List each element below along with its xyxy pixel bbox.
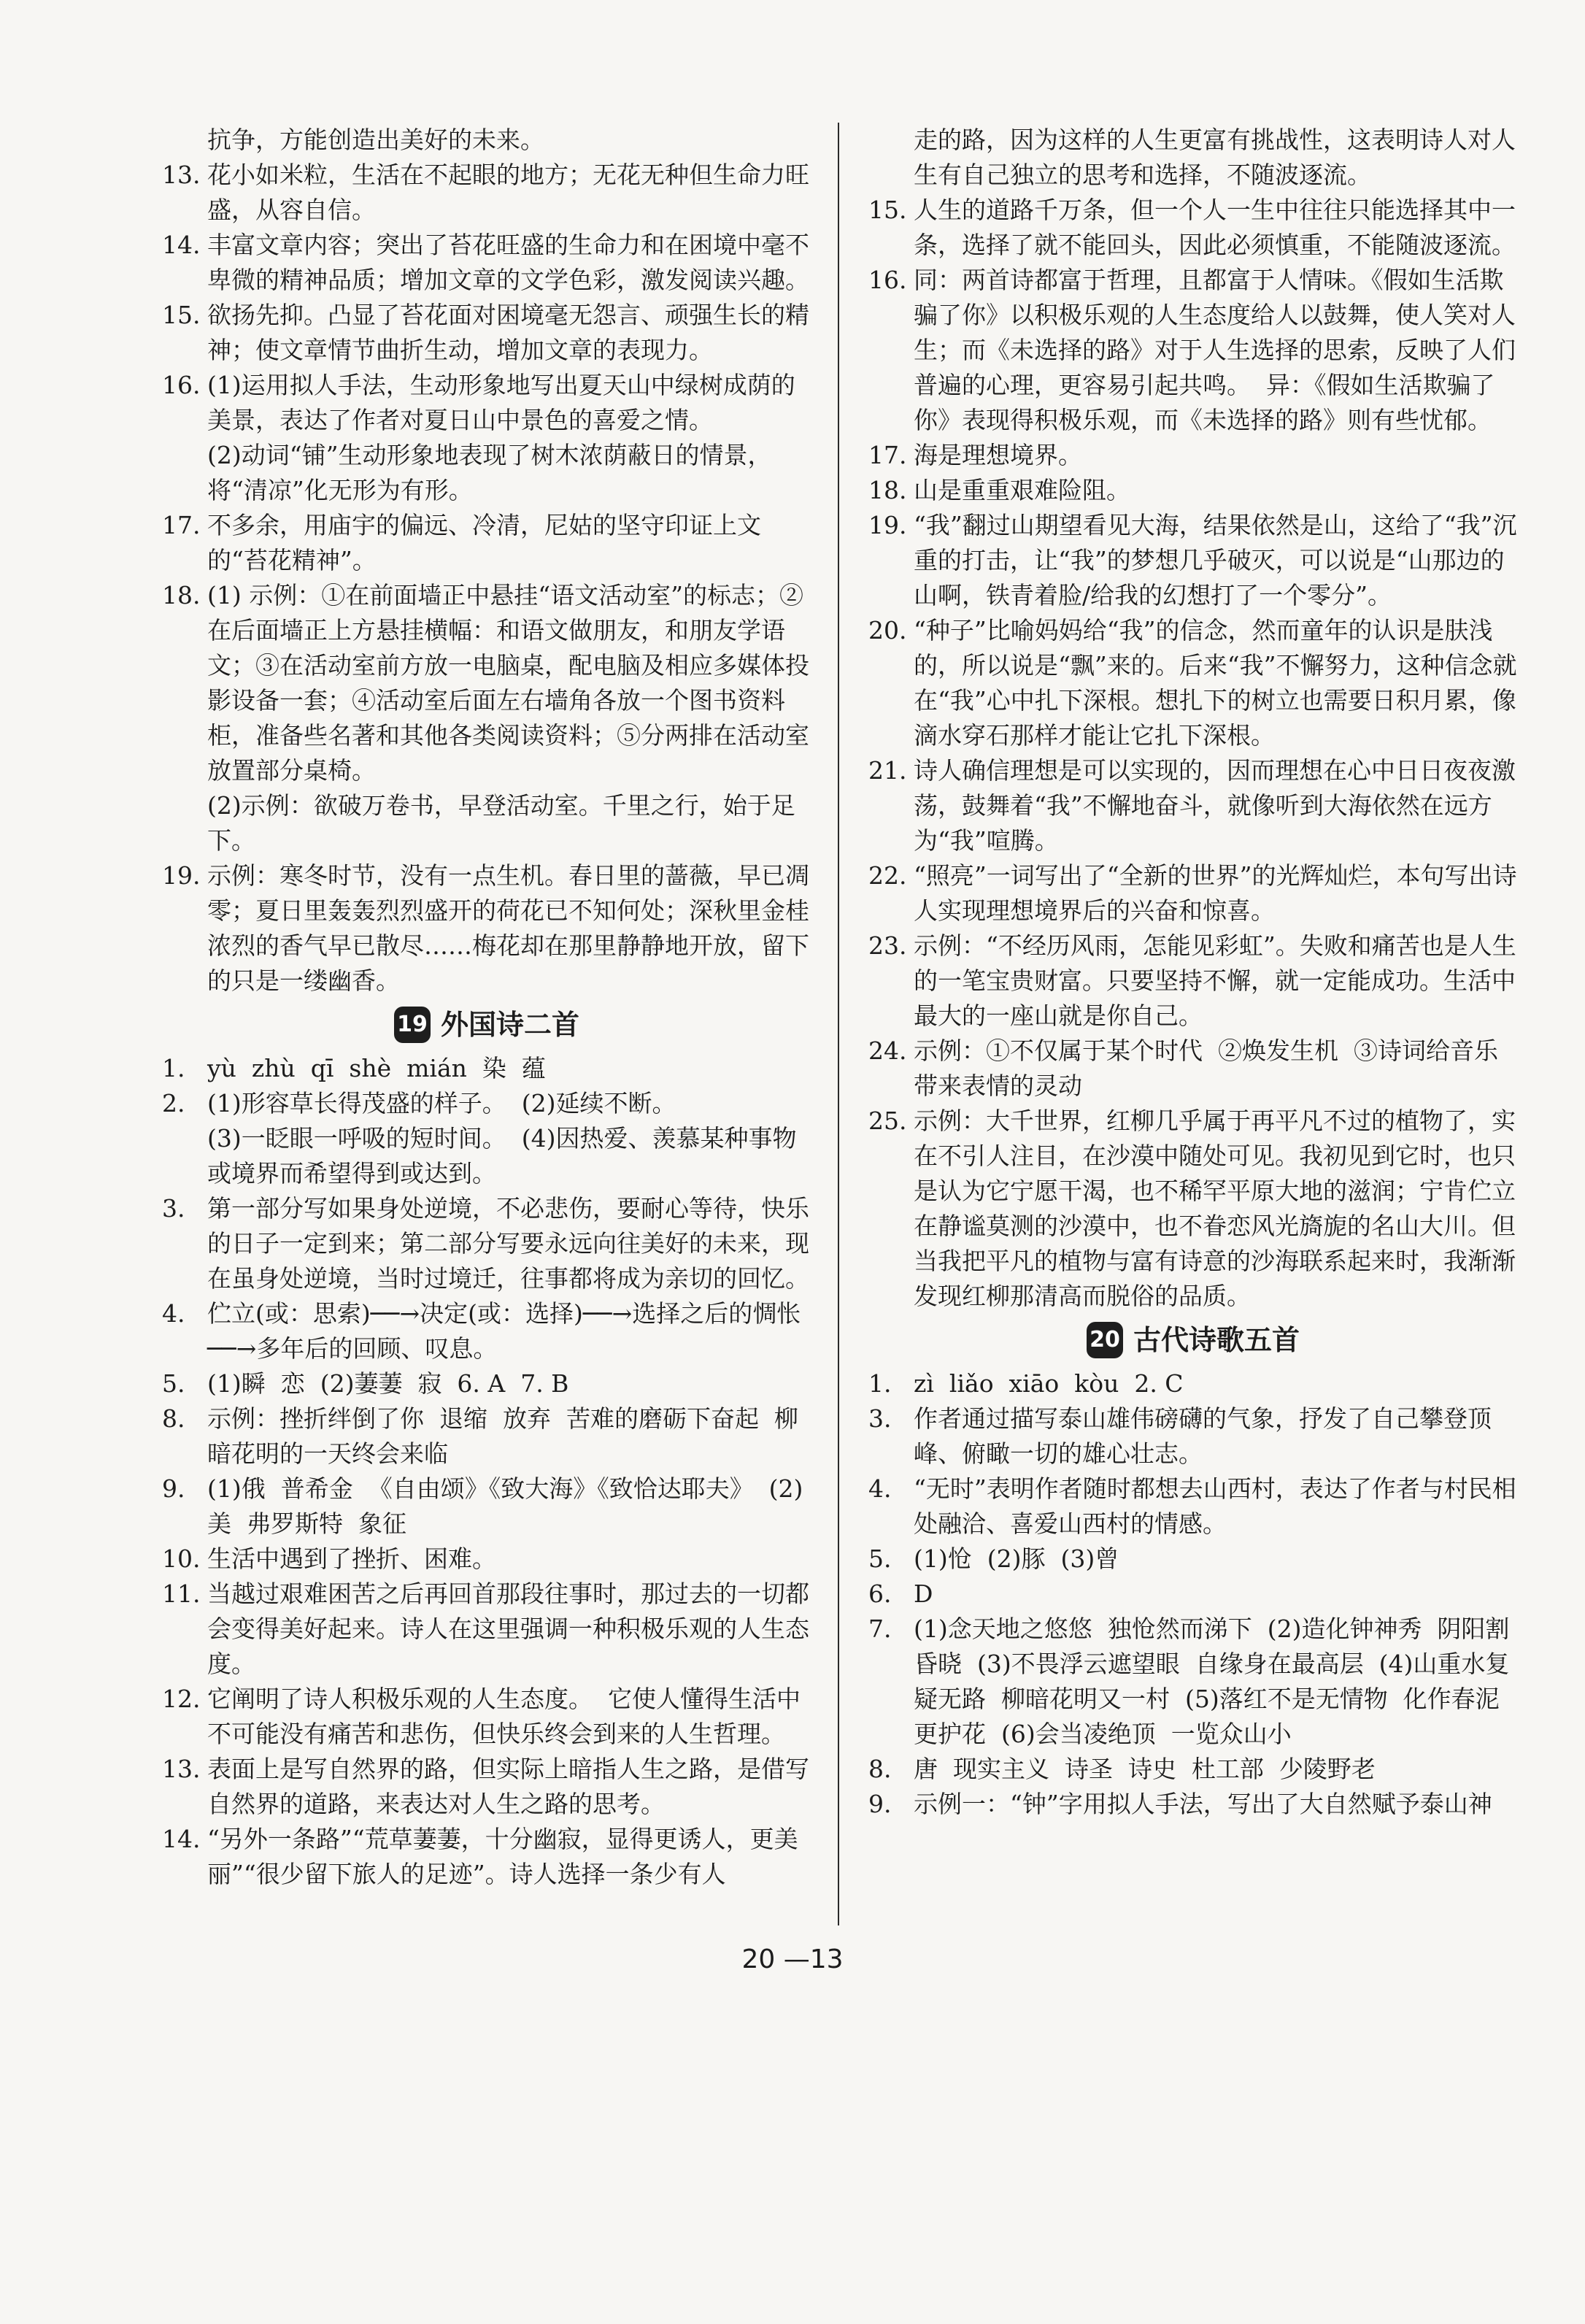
section-title: 外国诗二首 [440, 1009, 579, 1041]
answer-text: 表面上是写自然界的路，但实际上暗指人生之路，是借写自然界的道路，来表达对人生之路的思考。 [207, 1755, 809, 1818]
answer-text: 山是重重艰难险阻。 [914, 476, 1130, 504]
section-heading-20 [868, 1317, 1518, 1363]
answer-item [162, 578, 811, 788]
answer-number: 9. [868, 1790, 892, 1818]
answer-item [162, 1296, 811, 1366]
section-number-badge: 19 [394, 1007, 431, 1043]
answer-item [868, 473, 1518, 508]
answer-item [162, 158, 811, 228]
answer-number: 2. [162, 1089, 185, 1117]
answer-item [162, 1542, 811, 1577]
answer-text: (1)运用拟人手法，生动形象地写出夏天山中绿树成荫的美景，表达了作者对夏日山中景色的喜爱之情。 [207, 371, 795, 434]
answer-item [868, 508, 1518, 613]
left-answers-d [162, 1051, 811, 1892]
left-lead-text: 抗争，方能创造出美好的未来。 [207, 126, 544, 154]
answer-number: 1. [868, 1369, 892, 1398]
answer-number: 5. [868, 1544, 892, 1573]
answer-item [868, 438, 1518, 473]
answer-item [868, 263, 1518, 438]
answer-number: 21. [868, 756, 907, 785]
item18-part2: (2)示例：欲破万卷书，早登活动室。千里之行，始于足下。 [207, 791, 795, 855]
answer-text: 生活中遇到了挫折、困难。 [207, 1544, 496, 1573]
answer-number: 19. [162, 861, 201, 890]
answer-text: (1)念天地之悠悠 独怆然而涕下 (2)造化钟神秀 阴阳割昏晓 (3)不畏浮云遮望眼 自缘身在最高层 (4)山重水复疑无路 柳暗花明又一村 (5)落红不是无情物 化作春泥更护花 (6)会当凌绝顶 一览众山小 [914, 1615, 1510, 1748]
answer-number: 4. [162, 1299, 185, 1328]
answer-text: 示例：①不仅属于某个时代 ②焕发生机 ③诗词给音乐带来表情的灵动 [914, 1036, 1498, 1100]
answer-number: 20. [868, 616, 907, 645]
answer-number: 16. [162, 371, 201, 399]
left-answers-c [162, 858, 811, 999]
answer-number: 7. [868, 1615, 892, 1643]
answer-item [162, 1822, 811, 1892]
answer-text: 示例：“不经历风雨，怎能见彩虹”。失败和痛苦也是人生的一笔宝贵财富。只要坚持不懈，就一定能成功。生活中最大的一座山就是你自己。 [914, 931, 1516, 1030]
answer-number: 1. [162, 1054, 185, 1082]
answer-text: 海是理想境界。 [914, 441, 1082, 469]
answer-number: 6. [868, 1580, 892, 1608]
answer-text: “无时”表明作者随时都想去山西村，表达了作者与村民相处融洽、喜爱山西村的情感。 [914, 1474, 1516, 1538]
answer-item [868, 1787, 1518, 1822]
answer-number: 18. [868, 476, 907, 504]
answer-item [868, 1366, 1518, 1401]
answer-item [162, 1577, 811, 1682]
answer-text: “种子”比喻妈妈给“我”的信念，然而童年的认识是肤浅的，所以说是“飘”来的。后来“我”不懈努力，这种信念就在“我”心中扎下深根。想扎下的树立也需要日积月累，像滴水穿石那样才能让它扎下深根。 [914, 616, 1517, 750]
answer-item [868, 193, 1518, 263]
left-answers-b [162, 508, 811, 788]
answer-number: 19. [868, 511, 907, 539]
page-number: 20 —13 [741, 1944, 844, 1974]
answer-text: 伫立(或：思索)──→决定(或：选择)──→选择之后的惆怅──→多年后的回顾、叹息。 [207, 1299, 801, 1363]
answer-item [162, 228, 811, 298]
answer-text: 丰富文章内容；突出了苔花旺盛的生命力和在困境中毫不卑微的精神品质；增加文章的文学色彩，激发阅读兴趣。 [207, 231, 809, 294]
answer-number: 13. [162, 1755, 201, 1783]
answer-text: “照亮”一词写出了“全新的世界”的光辉灿烂，本句写出诗人实现理想境界后的兴奋和惊喜。 [914, 861, 1517, 925]
answer-text: (1)瞬 恋 (2)萋萋 寂 6. A 7. B [207, 1369, 569, 1398]
answer-number: 14. [162, 231, 201, 259]
left-column [162, 123, 811, 1892]
answer-number: 8. [868, 1755, 892, 1783]
answer-item [868, 858, 1518, 928]
answer-item [868, 928, 1518, 1034]
column-divider [838, 123, 839, 1925]
answer-item [162, 1682, 811, 1752]
answer-text: 人生的道路千万条，但一个人一生中往往只能选择其中一条，选择了就不能回头，因此必须慎重，不能随波逐流。 [914, 196, 1516, 259]
answer-number: 3. [868, 1404, 892, 1433]
answer-number: 15. [162, 301, 201, 329]
answer-item [868, 1612, 1518, 1752]
item16-part2: (2)动词“铺”生动形象地表现了树木浓荫蔽日的情景，将“清凉”化无形为有形。 [207, 441, 772, 504]
right-lead-text: 走的路，因为这样的人生更富有挑战性，这表明诗人对人生有自己独立的思考和选择，不随波逐流。 [914, 126, 1516, 189]
answer-text: (1) 示例：①在前面墙正中悬挂“语文活动室”的标志；②在后面墙正上方悬挂横幅：和语文做朋友，和朋友学语文；③在活动室前方放一电脑桌，配电脑及相应多媒体投影设备一套；④活动室后面左右墙角各放一个图书资料柜，准备些名著和其他各类阅读资料；⑤分两排在活动室放置部分桌椅。 [207, 581, 809, 785]
answer-item [162, 508, 811, 578]
answer-text: 当越过艰难困苦之后再回首那段往事时，那过去的一切都会变得美好起来。诗人在这里强调一种积极乐观的人生态度。 [207, 1580, 809, 1678]
answer-text: D [914, 1580, 933, 1608]
answer-number: 17. [868, 441, 907, 469]
answer-item [162, 1471, 811, 1542]
answer-text: 示例：挫折绊倒了你 退缩 放弃 苦难的磨砺下奋起 柳暗花明的一天终会来临 [207, 1404, 798, 1468]
answer-text: 不多余，用庙宇的偏远、冷清，尼姑的坚守印证上文的“苔花精神”。 [207, 511, 761, 574]
answer-number: 15. [868, 196, 907, 224]
answer-item [868, 1401, 1518, 1471]
answer-number: 12. [162, 1685, 201, 1713]
answer-text: (1)形容草长得茂盛的样子。 (2)延续不断。 (3)一眨眼一呼吸的短时间。 (4)因热爱、羡慕某种事物或境界而希望得到或达到。 [207, 1089, 797, 1188]
section-heading-19 [162, 1001, 811, 1048]
answer-text: 唐 现实主义 诗圣 诗史 杜工部 少陵野老 [914, 1755, 1376, 1783]
answer-text: (1)怆 (2)豚 (3)曾 [914, 1544, 1119, 1573]
section-title: 古代诗歌五首 [1133, 1324, 1300, 1356]
answer-text: 花小如米粒，生活在不起眼的地方；无花无种但生命力旺盛，从容自信。 [207, 161, 809, 224]
answer-item [868, 1577, 1518, 1612]
answer-number: 13. [162, 161, 201, 189]
answer-text: 它阐明了诗人积极乐观的人生态度。 它使人懂得生活中不可能没有痛苦和悲伤，但快乐终会到来的人生哲理。 [207, 1685, 801, 1748]
answer-item [868, 1542, 1518, 1577]
answer-text: 第一部分写如果身处逆境，不必悲伤，要耐心等待，快乐的日子一定到来；第二部分写要永远向往美好的未来，现在虽身处逆境，当时过境迁，往事都将成为亲切的回忆。 [207, 1194, 809, 1293]
answer-item [162, 1086, 811, 1191]
answer-text: 示例：寒冬时节，没有一点生机。春日里的蔷薇，早已凋零；夏日里轰轰烈烈盛开的荷花已不知何处；深秋里金桂浓烈的香气早已散尽……梅花却在那里静静地开放，留下的只是一缕幽香。 [207, 861, 809, 995]
answer-number: 4. [868, 1474, 892, 1503]
answer-text: 示例一：“钟”字用拟人手法，写出了大自然赋予泰山神 [914, 1790, 1492, 1818]
answer-item [162, 298, 811, 368]
answer-number: 25. [868, 1107, 907, 1135]
answer-number: 5. [162, 1369, 185, 1398]
answer-number: 22. [868, 861, 907, 890]
answer-item [868, 1471, 1518, 1542]
answer-number: 11. [162, 1580, 201, 1608]
answer-number: 8. [162, 1404, 185, 1433]
answer-number: 10. [162, 1544, 201, 1573]
answer-number: 23. [868, 931, 907, 960]
answer-number: 14. [162, 1825, 201, 1853]
answer-text: 欲扬先抑。凸显了苔花面对困境毫无怨言、顽强生长的精神；使文章情节曲折生动，增加文章的表现力。 [207, 301, 809, 364]
answer-item [868, 1752, 1518, 1787]
answer-item [868, 1104, 1518, 1314]
answer-text: 诗人确信理想是可以实现的，因而理想在心中日日夜夜激荡，鼓舞着“我”不懈地奋斗，就像听到大海依然在远方为“我”喧腾。 [914, 756, 1516, 855]
answer-item [162, 1191, 811, 1296]
right-answers-a [868, 193, 1518, 1314]
answer-text: 作者通过描写泰山雄伟磅礴的气象，抒发了自己攀登顶峰、俯瞰一切的雄心壮志。 [914, 1404, 1492, 1468]
answer-item [162, 368, 811, 438]
answer-text: 同：两首诗都富于哲理，且都富于人情味。《假如生活欺骗了你》以积极乐观的人生态度给人以鼓舞，使人笑对人生；而《未选择的路》对于人生选择的思索，反映了人们普遍的心理，更容易引起共鸣。 异：《假如生活欺骗了你》表现得积极乐观，而《未选择的路》则有些忧郁。 [914, 266, 1516, 434]
answer-number: 9. [162, 1474, 185, 1503]
answer-item [162, 1366, 811, 1401]
section-number-badge: 20 [1087, 1322, 1123, 1358]
right-column [868, 123, 1518, 1822]
answer-item [868, 613, 1518, 753]
answer-number: 17. [162, 511, 201, 539]
answer-item [162, 1752, 811, 1822]
answer-number: 18. [162, 581, 201, 609]
answer-item [162, 1051, 811, 1086]
answer-item [868, 753, 1518, 858]
answer-text: 示例：大千世界，红柳几乎属于再平凡不过的植物了，实在不引人注目，在沙漠中随处可见。我初见到它时，也只是认为它宁愿干渴，也不稀罕平原大地的滋润；宁肯伫立在静谧莫测的沙漠中，也不眷恋风光旖旎的名山大川。但当我把平凡的植物与富有诗意的沙海联系起来时，我渐渐发现红柳那清高而脱俗的品质。 [914, 1107, 1516, 1310]
left-answers-a [162, 158, 811, 438]
answer-number: 16. [868, 266, 907, 294]
answer-item [162, 1401, 811, 1471]
answer-text: yù zhù qī shè mián 染 蕴 [207, 1054, 546, 1082]
answer-text: (1)俄 普希金 《自由颂》《致大海》《致恰达耶夫》 (2)美 弗罗斯特 象征 [207, 1474, 803, 1538]
answer-text: “另外一条路”“荒草萋萋，十分幽寂，显得更诱人，更美丽”“很少留下旅人的足迹”。诗人选择一条少有人 [207, 1825, 798, 1888]
answer-text: zì liǎo xiāo kòu 2. C [914, 1369, 1184, 1398]
answer-item [868, 1034, 1518, 1104]
answer-text: “我”翻过山期望看见大海，结果依然是山，这给了“我”沉重的打击，让“我”的梦想几乎破灭，可以说是“山那边的山啊，铁青着脸/给我的幻想打了一个零分”。 [914, 511, 1517, 609]
answer-number: 3. [162, 1194, 185, 1223]
right-answers-b [868, 1366, 1518, 1822]
answer-item [162, 858, 811, 999]
answer-number: 24. [868, 1036, 907, 1065]
